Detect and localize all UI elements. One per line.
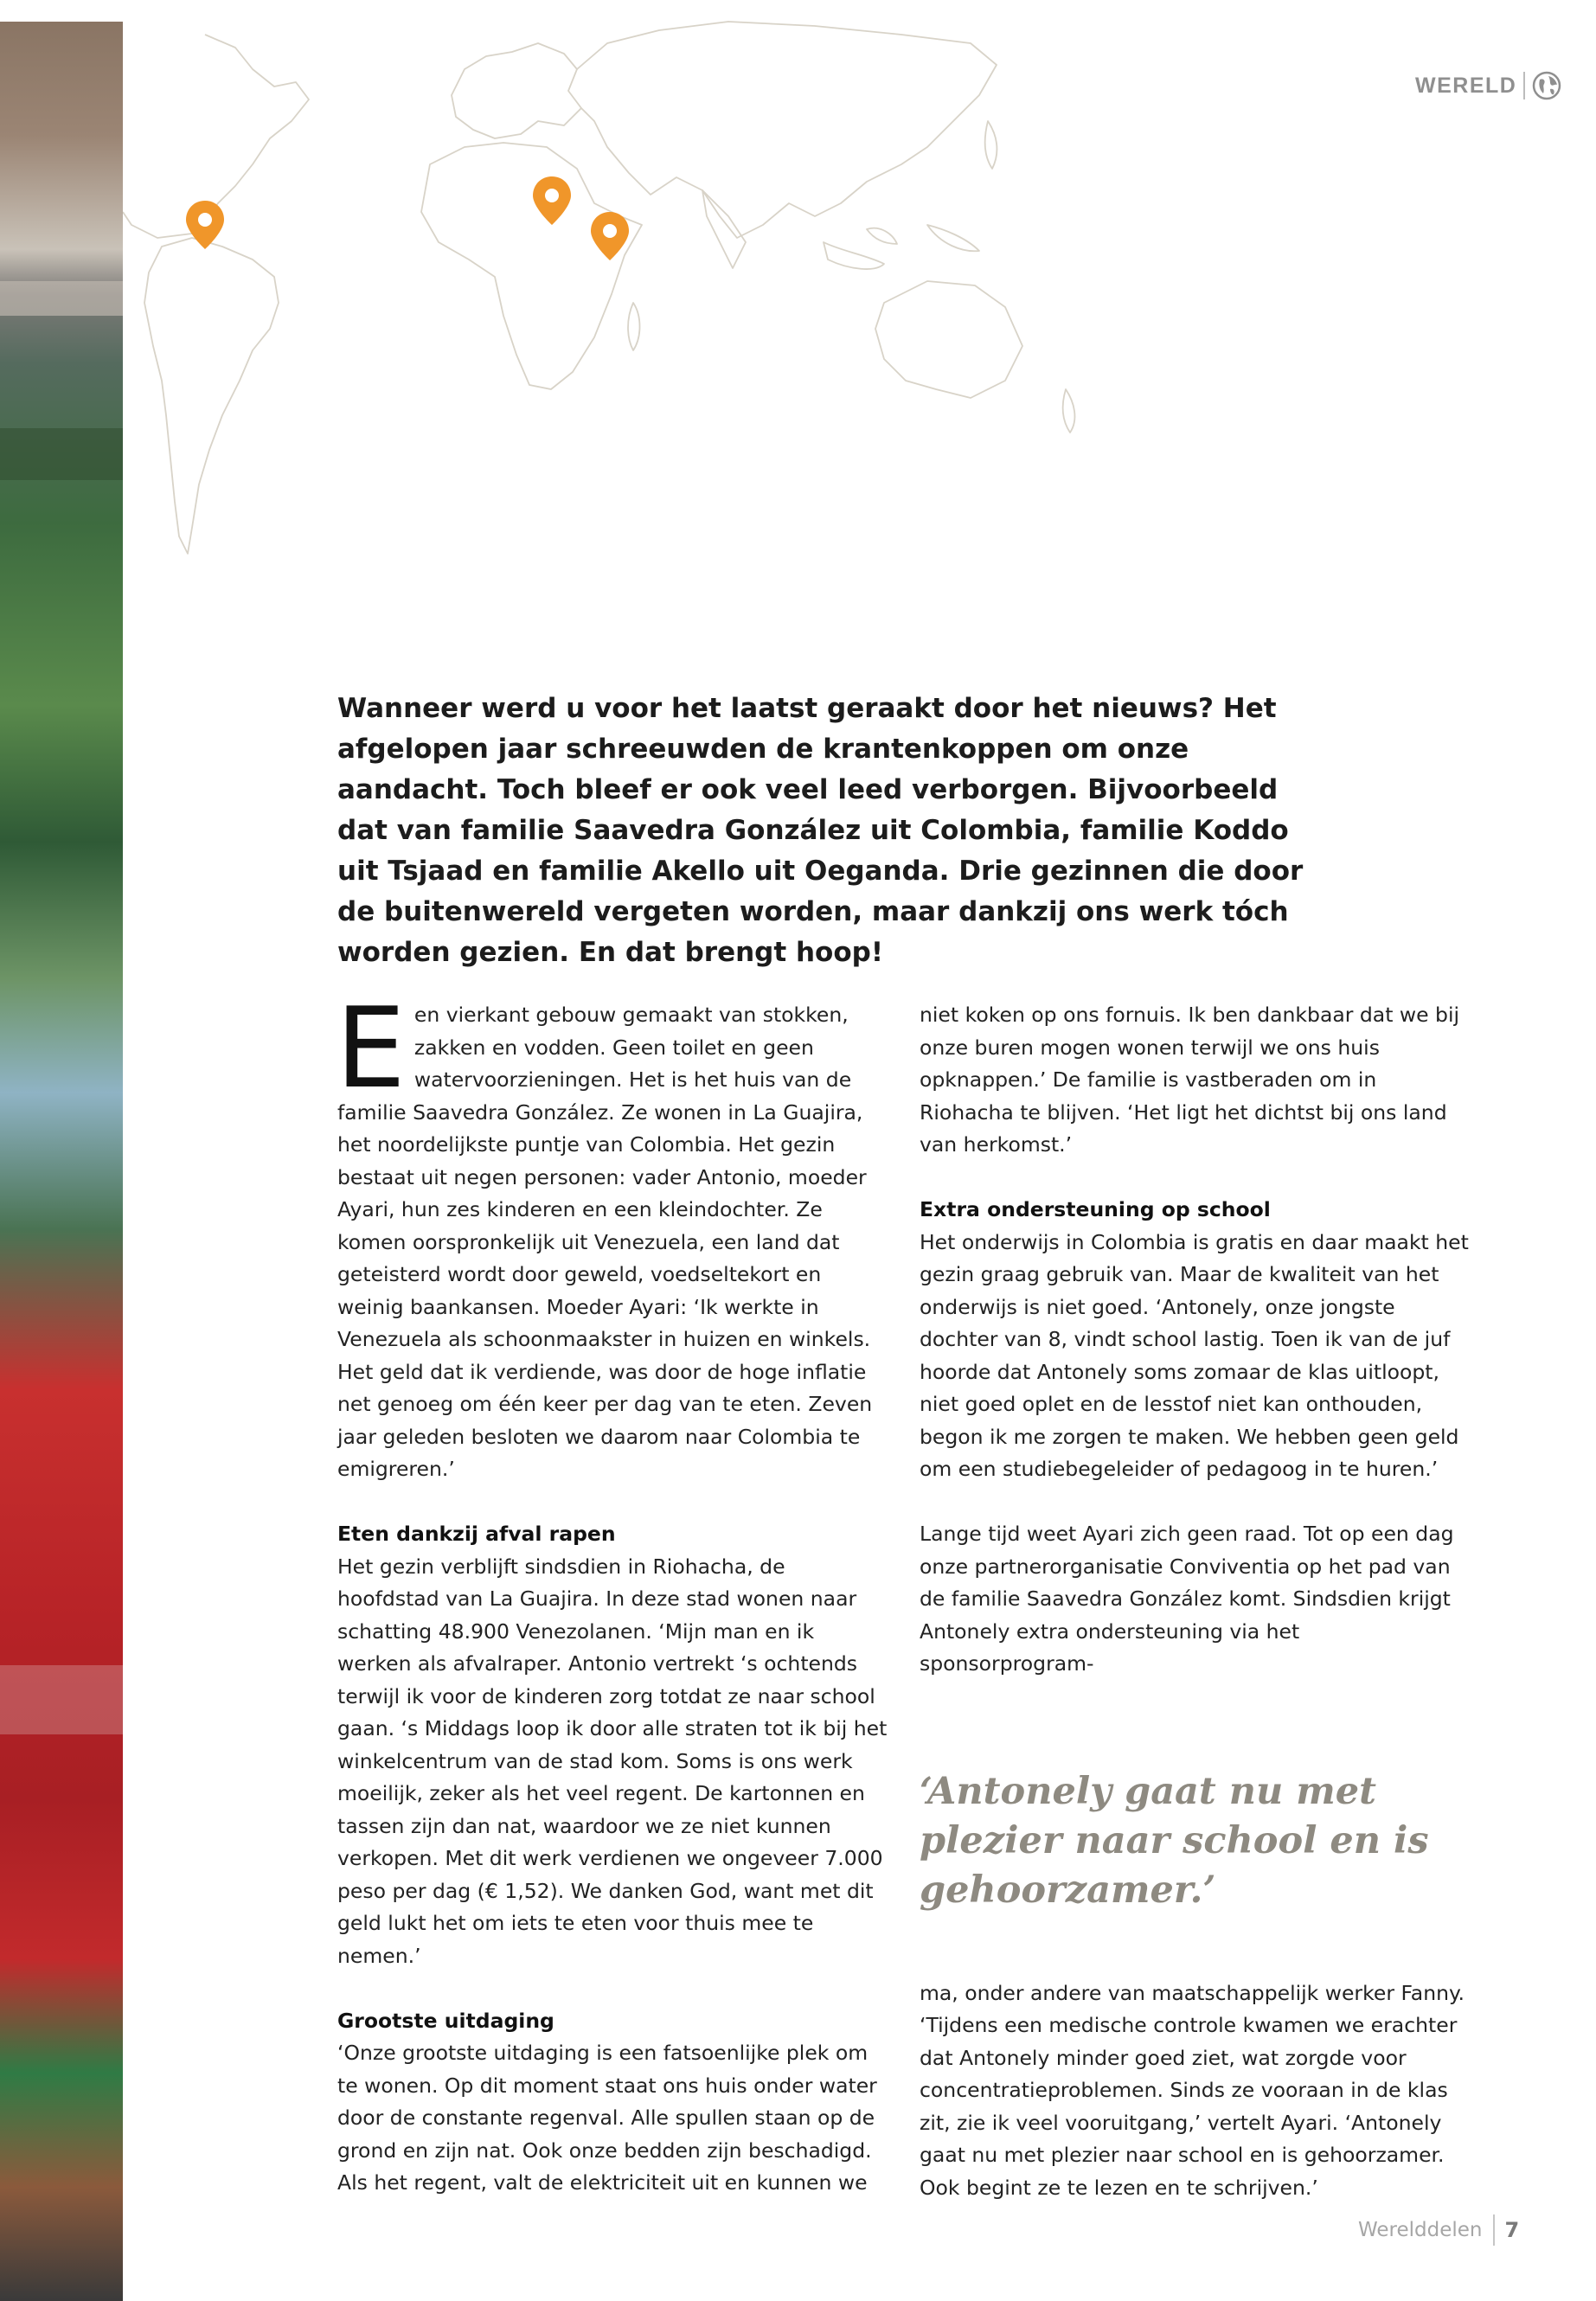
map-marker-chad [533,176,571,225]
world-map [123,17,1187,571]
article-column-right [920,999,1473,2204]
page-number: 7 [1504,2218,1520,2242]
pull-quote: ‘Antonely gaat nu met plezier naar school en is gehoorzamer.’ [920,1769,1429,1912]
map-marker-uganda [591,212,629,260]
page-footer [1358,2214,1519,2246]
cover-photo-strip [0,22,123,2301]
paragraph-1-text: en vierkant gebouw gemaakt van stokken, zakken en vodden. Geen toilet en geen watervoorzieningen. Het is het huis van de familie Saavedra González. Ze wonen in La Guajira, het noordelijkste puntje van Colombia. Het gezin bestaat uit negen personen: vader Antonio, moeder Ayari, hun zes kinderen en een kleindochter. Ze komen oorspronkelijk uit Venezuela, een land dat geteisterd wordt door geweld, voedseltekort en weinig baankansen. Moeder Ayari: ‘Ik werkte in Venezuela als schoonmaakster in huizen en winkels. Het geld dat ik verdiende, was door de hoge inflatie net genoeg om één keer per dag van te eten. Zeven jaar geleden besloten we daarom naar Colombia te emigreren.’ [337,1003,873,1481]
footer-divider [1493,2214,1495,2246]
map-africa [421,143,642,389]
article-paragraph-4: niet koken op ons fornuis. Ik ben dankbaar dat we bij onze buren mogen wonen terwijl we ons huis opknappen.’ De familie is vastberaden om in Riohacha te blijven. ‘Het ligt het dichtst bij ons land van herkomst.’ [920,1003,1460,1157]
drop-cap: E [336,984,406,1113]
map-south-america [144,238,279,554]
map-marker-colombia [186,201,224,249]
article-paragraph-7: ma, onder andere van maatschappelijk werker Fanny. ‘Tijdens een medische controle kwamen we erachter dat Antonely minder goed ziet, wat zorgde voor concentratieproblemen. Sinds ze vooraan in de klas zit, zie ik veel vooruitgang,’ vertelt Ayari. ‘Antonely gaat nu met plezier naar school en is gehoorzamer. Ook begint ze te lezen en te schrijven.’ [920,1980,1465,2200]
section-divider [1523,72,1525,99]
section-label: WERELD [1415,73,1517,98]
globe-icon [1532,71,1561,100]
magazine-name: Werelddelen [1358,2219,1483,2241]
map-europe [452,43,581,138]
article-paragraph-6: Lange tijd weet Ayari zich geen raad. Tot op een dag onze partnerorganisatie Conviventia op het pad van de familie Saavedra González komt. Sindsdien krijgt Antonely extra ondersteuning via het sponsorprogram- [920,1522,1454,1676]
intro-paragraph: Wanneer werd u voor het laatst geraakt door het nieuws? Het afgelopen jaar schreeuwden de krantenkoppen om onze aandacht. Toch bleef er ook veel leed verborgen. Bijvoorbeeld dat van familie Saavedra González uit Colombia, familie Koddo uit Tsjaad en familie Akello uit Oeganda. Drie gezinnen die door de buitenwereld vergeten worden, maar dankzij ons werk tóch worden gezien. En dat brengt hoop! [337,693,1304,968]
subheading-eten: Eten dankzij afval rapen [337,1522,616,1546]
article-paragraph-3: ‘Onze grootste uitdaging is een fatsoenlijke plek om te wonen. Op dit moment staat ons huis onder water door de constante regenval. Alle spullen staan op de grond en zijn nat. Ook onze bedden zijn beschadigd. Als het regent, valt de elektriciteit uit en kunnen we [337,2041,877,2195]
subheading-ondersteuning: Extra ondersteuning op school [920,1197,1271,1221]
article-paragraph-5: Het onderwijs in Colombia is gratis en daar maakt het gezin graag gebruik van. Maar de kwaliteit van het onderwijs is niet goed. ‘Antonely, onze jongste dochter van 8, vindt school lastig. Toen ik van de juf hoorde dat Antonely soms zomaar de klas uitloopt, niet goed oplet en de lesstof niet kan onthouden, begon ik me zorgen te maken. We hebben geen geld om een studiebegeleider of pedagoog in te huren.’ [920,1229,1469,1481]
article-column-left [336,984,891,2200]
map-australia [875,281,1022,398]
article-paragraph-2: Het gezin verblijft sindsdien in Riohacha, de hoofdstad van La Guajira. In deze stad wonen naar schatting 48.900 Venezolanen. ‘Mijn man en ik werken als afvalraper. Antonio vertrekt ‘s ochtends terwijl ik voor de kinderen zorg totdat ze naar school gaan. ‘s Middags loop ik door alle straten tot ik bij het winkelcentrum van de stad kom. Soms is ons werk moeilijk, zeker als het veel regent. De kartonnen en tassen zijn dan nat, waardoor we ze niet kunnen verkopen. Met dit werk verdienen we ongeveer 7.000 peso per dag (€ 1,52). We danken God, want met dit geld lukt het om iets te eten voor thuis mee te nemen.’ [337,1554,888,1968]
article-paragraph-1 [336,984,891,1486]
subheading-uitdaging: Grootste uitdaging [337,2008,554,2033]
map-asia [577,22,997,238]
section-tag [1415,71,1561,100]
